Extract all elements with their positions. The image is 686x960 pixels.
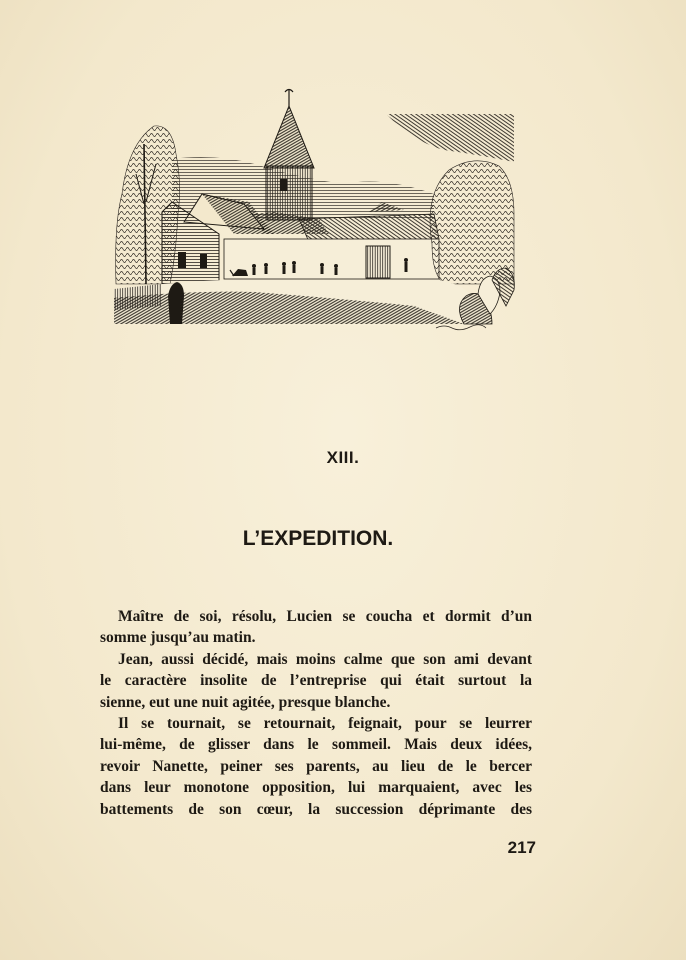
page-number: 217 <box>507 838 536 857</box>
text-line: revoir Nanette, peiner ses parents, au lieu de le bercer <box>100 757 532 775</box>
text-line: dans leur monotone opposition, lui marquaient, avec les <box>100 779 532 797</box>
chapter-title: L’EXPEDITION. <box>242 527 394 550</box>
text-line: lui-même, de glisser dans le sommeil. Mais deux idées, <box>100 736 532 754</box>
text-line: somme jusqu’au matin. <box>100 629 256 647</box>
text-line: Il se tournait, se retournait, feignait, pour se leurrer <box>118 715 532 733</box>
paragraph <box>100 649 532 713</box>
text-line: battements de son cœur, la succession déprimante des <box>100 800 532 818</box>
chapter-body <box>100 606 532 820</box>
village-church-illustration <box>114 84 516 334</box>
text-line: sienne, eut une nuit agitée, presque blanche. <box>100 693 391 711</box>
text-line: le caractère insolite de l’entreprise qui était surtout la <box>100 672 532 690</box>
paragraph <box>100 606 532 649</box>
chapter-number: XIII. <box>326 448 360 467</box>
paragraph <box>100 713 532 820</box>
text-line: Maître de soi, résolu, Lucien se coucha et dormit d’un <box>118 608 532 625</box>
text-line: Jean, aussi décidé, mais moins calme que son ami devant <box>118 650 532 668</box>
